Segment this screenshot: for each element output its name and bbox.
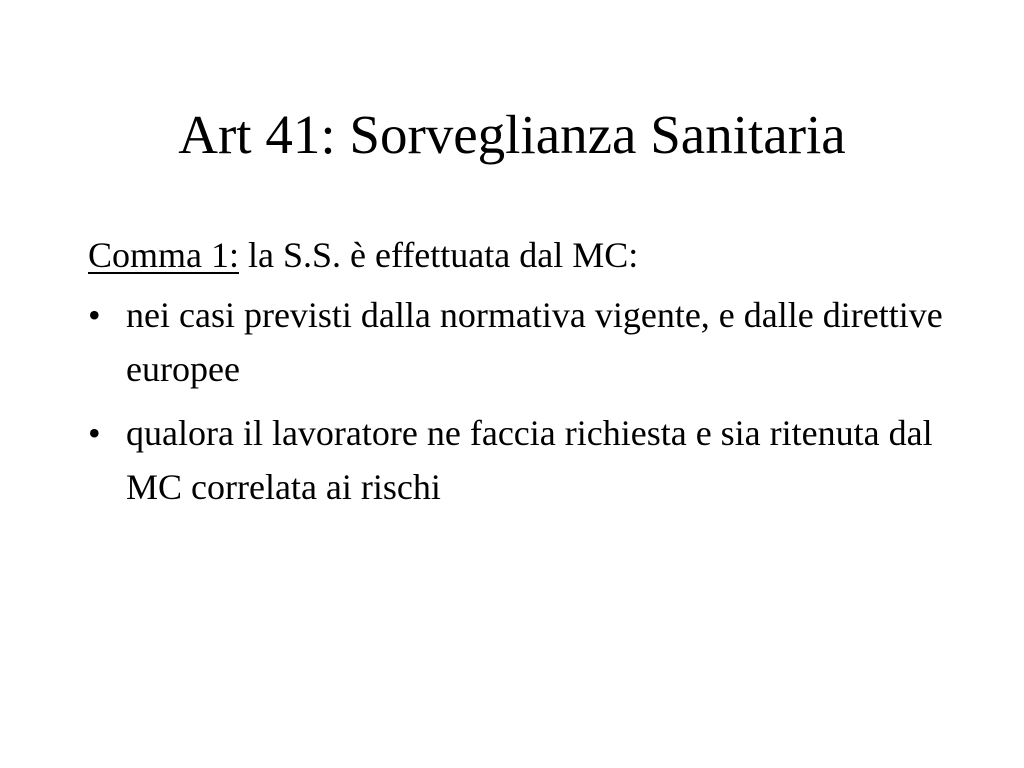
bullet-dot-icon: • [88,413,101,453]
bullet-item [88,406,948,514]
intro-text: la S.S. è effettuata dal MC: [239,235,639,275]
intro-label: Comma 1: [88,235,239,275]
intro-line [88,228,948,282]
slide-title: Art 41: Sorveglianza Sanitaria [178,104,846,165]
bullet-dot-icon: • [88,295,101,335]
slide-body [88,228,948,524]
bullet-item [88,288,948,396]
bullet-text: nei casi previsti dalla normativa vigente, e dalle direttive europee [126,295,943,389]
bullet-text: qualora il lavoratore ne faccia richiesta e sia ritenuta dal MC correlata ai rischi [126,413,933,507]
bullet-list [88,288,948,514]
